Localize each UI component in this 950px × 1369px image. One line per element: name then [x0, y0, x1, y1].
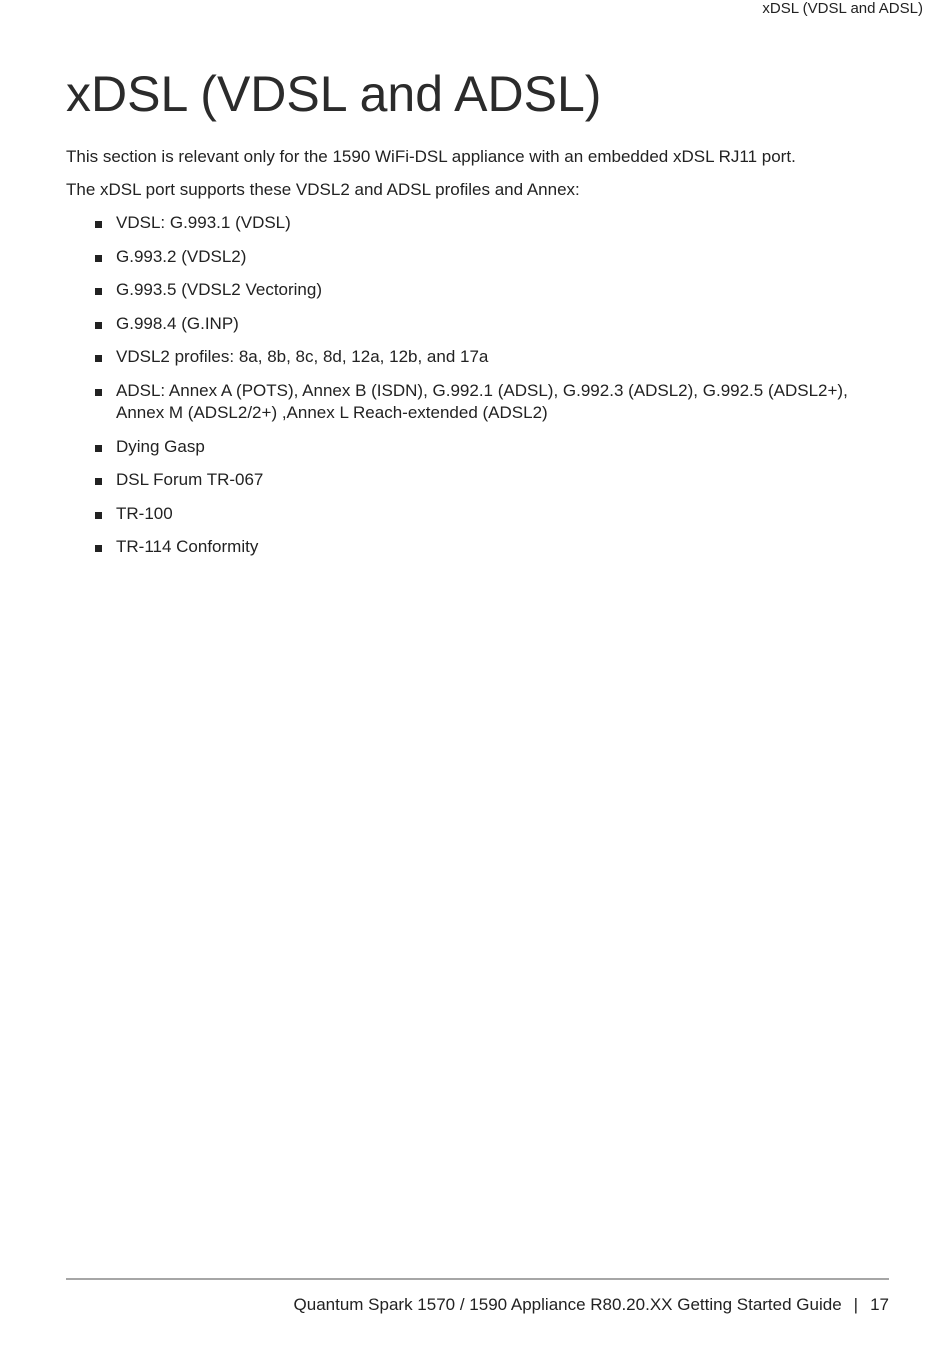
- list-item: [94, 212, 884, 234]
- list-item-text: Dying Gasp: [116, 436, 205, 456]
- list-item: [94, 503, 884, 525]
- square-bullet-icon: [95, 445, 102, 452]
- list-item: [94, 246, 884, 268]
- page-number: 17: [870, 1295, 889, 1314]
- list-item-text: VDSL2 profiles: 8a, 8b, 8c, 8d, 12a, 12b, and 17a: [116, 347, 489, 367]
- profile-list: [94, 212, 884, 570]
- square-bullet-icon: [95, 545, 102, 552]
- page-footer: [294, 1294, 889, 1316]
- square-bullet-icon: [95, 322, 102, 329]
- square-bullet-icon: [95, 288, 102, 295]
- running-header: xDSL (VDSL and ADSL): [762, 0, 923, 17]
- list-item: [94, 279, 884, 301]
- list-item: [94, 469, 884, 491]
- square-bullet-icon: [95, 255, 102, 262]
- list-item: [94, 380, 884, 424]
- footer-guide-title: Quantum Spark 1570 / 1590 Appliance R80.20.XX Getting Started Guide: [293, 1295, 842, 1314]
- list-item: [94, 346, 884, 368]
- list-item-text: G.998.4 (G.INP): [116, 313, 239, 333]
- list-item-text: DSL Forum TR-067: [116, 470, 264, 490]
- page-title: xDSL (VDSL and ADSL): [66, 66, 602, 122]
- square-bullet-icon: [95, 355, 102, 362]
- list-item-text: TR-100: [116, 503, 173, 523]
- list-item-text: VDSL: G.993.1 (VDSL): [116, 213, 291, 232]
- list-item-text: ADSL: Annex A (POTS), Annex B (ISDN), G.992.1 (ADSL), G.992.3 (ADSL2), G.992.5 (ADSL2+), Annex M (ADSL2/2+) ,Annex L Reach-extended (ADSL2): [116, 380, 848, 422]
- list-item-text: TR-114 Conformity: [116, 537, 259, 557]
- profiles-intro-paragraph: The xDSL port supports these VDSL2 and ADSL profiles and Annex:: [66, 180, 580, 199]
- intro-paragraph: This section is relevant only for the 1590 WiFi-DSL appliance with an embedded xDSL RJ11 port.: [66, 147, 796, 166]
- list-item-text: G.993.5 (VDSL2 Vectoring): [116, 280, 323, 300]
- square-bullet-icon: [95, 512, 102, 519]
- footer-separator: |: [853, 1295, 859, 1314]
- list-item: [94, 313, 884, 335]
- square-bullet-icon: [95, 221, 102, 228]
- square-bullet-icon: [95, 389, 102, 396]
- list-item: [94, 436, 884, 458]
- footer-divider: [66, 1278, 889, 1280]
- list-item-text: G.993.2 (VDSL2): [116, 246, 247, 266]
- list-item: [94, 536, 884, 558]
- square-bullet-icon: [95, 478, 102, 485]
